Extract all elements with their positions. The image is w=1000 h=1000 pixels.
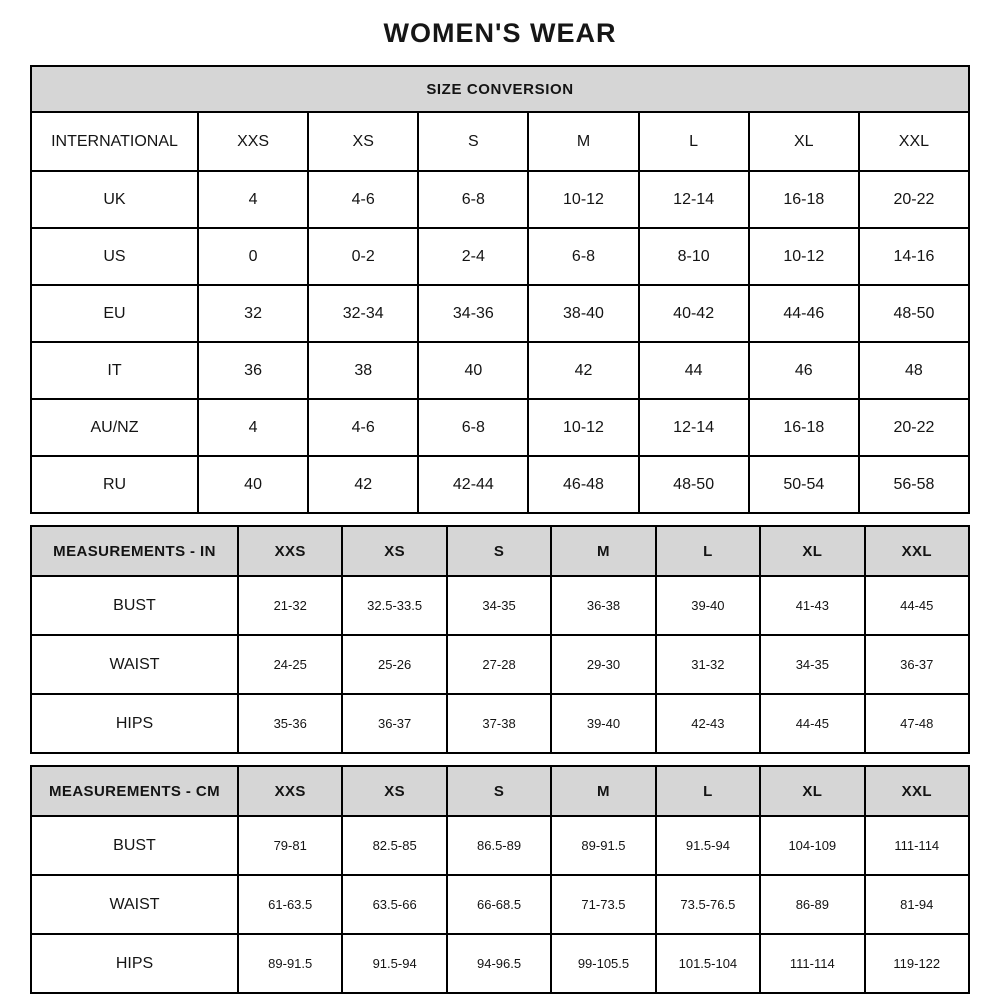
size-value: 42 bbox=[528, 342, 638, 399]
size-value: 111-114 bbox=[865, 816, 969, 875]
page-title: WOMEN'S WEAR bbox=[383, 18, 617, 48]
column-header: L bbox=[639, 112, 749, 171]
size-value: 4 bbox=[198, 171, 308, 228]
size-value: 35-36 bbox=[238, 694, 342, 753]
size-value: 61-63.5 bbox=[238, 875, 342, 934]
row-label: WAIST bbox=[31, 875, 238, 934]
column-header: M bbox=[528, 112, 638, 171]
size-value: 89-91.5 bbox=[551, 816, 655, 875]
column-header: L bbox=[656, 526, 760, 576]
size-value: 16-18 bbox=[749, 171, 859, 228]
size-value: 14-16 bbox=[859, 228, 969, 285]
size-value: 42-43 bbox=[656, 694, 760, 753]
size-value: 36-38 bbox=[551, 576, 655, 635]
size-value: 94-96.5 bbox=[447, 934, 551, 993]
size-value: 10-12 bbox=[528, 399, 638, 456]
size-value: 44 bbox=[639, 342, 749, 399]
size-value: 111-114 bbox=[760, 934, 864, 993]
header-row bbox=[31, 526, 969, 576]
size-value: 89-91.5 bbox=[238, 934, 342, 993]
column-header: XL bbox=[749, 112, 859, 171]
row-label: WAIST bbox=[31, 635, 238, 694]
row-label: BUST bbox=[31, 816, 238, 875]
table-row bbox=[31, 934, 969, 993]
size-value: 8-10 bbox=[639, 228, 749, 285]
table-row bbox=[31, 816, 969, 875]
column-header: XXL bbox=[859, 112, 969, 171]
size-value: 40 bbox=[198, 456, 308, 513]
size-value: 39-40 bbox=[656, 576, 760, 635]
size-value: 56-58 bbox=[859, 456, 969, 513]
size-value: 50-54 bbox=[749, 456, 859, 513]
size-value: 6-8 bbox=[418, 171, 528, 228]
size-value: 40-42 bbox=[639, 285, 749, 342]
size-value: 44-45 bbox=[760, 694, 864, 753]
size-value: 4 bbox=[198, 399, 308, 456]
size-value: 4-6 bbox=[308, 171, 418, 228]
size-value: 34-35 bbox=[447, 576, 551, 635]
size-value: 36 bbox=[198, 342, 308, 399]
size-value: 63.5-66 bbox=[342, 875, 446, 934]
size-value: 39-40 bbox=[551, 694, 655, 753]
size-value: 36-37 bbox=[865, 635, 969, 694]
size-value: 16-18 bbox=[749, 399, 859, 456]
size-value: 32.5-33.5 bbox=[342, 576, 446, 635]
row-label: EU bbox=[31, 285, 198, 342]
header-row bbox=[31, 112, 969, 171]
size-value: 21-32 bbox=[238, 576, 342, 635]
size-value: 34-35 bbox=[760, 635, 864, 694]
column-header: XL bbox=[760, 766, 864, 816]
size-value: 79-81 bbox=[238, 816, 342, 875]
table-row bbox=[31, 635, 969, 694]
table-row bbox=[31, 171, 969, 228]
size-value: 48-50 bbox=[639, 456, 749, 513]
size-value: 86.5-89 bbox=[447, 816, 551, 875]
size-value: 66-68.5 bbox=[447, 875, 551, 934]
table-row bbox=[31, 342, 969, 399]
column-header: XXS bbox=[238, 526, 342, 576]
column-header: XL bbox=[760, 526, 864, 576]
size-value: 91.5-94 bbox=[342, 934, 446, 993]
table-row bbox=[31, 576, 969, 635]
size-value: 0 bbox=[198, 228, 308, 285]
column-header: XS bbox=[342, 766, 446, 816]
size-value: 91.5-94 bbox=[656, 816, 760, 875]
measurements-in-table bbox=[30, 525, 970, 754]
size-value: 29-30 bbox=[551, 635, 655, 694]
size-value: 44-46 bbox=[749, 285, 859, 342]
row-label: UK bbox=[31, 171, 198, 228]
size-value: 27-28 bbox=[447, 635, 551, 694]
size-value: 6-8 bbox=[418, 399, 528, 456]
size-value: 46 bbox=[749, 342, 859, 399]
size-value: 24-25 bbox=[238, 635, 342, 694]
column-header: XXS bbox=[198, 112, 308, 171]
row-label: US bbox=[31, 228, 198, 285]
column-header: XS bbox=[308, 112, 418, 171]
column-header: S bbox=[447, 766, 551, 816]
size-value: 38 bbox=[308, 342, 418, 399]
size-value: 42-44 bbox=[418, 456, 528, 513]
size-value: 99-105.5 bbox=[551, 934, 655, 993]
size-value: 46-48 bbox=[528, 456, 638, 513]
table-row bbox=[31, 399, 969, 456]
column-header: XXL bbox=[865, 766, 969, 816]
column-header: MEASUREMENTS - IN bbox=[31, 526, 238, 576]
size-value: 40 bbox=[418, 342, 528, 399]
table-title: SIZE CONVERSION bbox=[31, 66, 969, 112]
size-value: 44-45 bbox=[865, 576, 969, 635]
size-value: 86-89 bbox=[760, 875, 864, 934]
size-value: 47-48 bbox=[865, 694, 969, 753]
size-value: 32 bbox=[198, 285, 308, 342]
column-header: INTERNATIONAL bbox=[31, 112, 198, 171]
size-value: 20-22 bbox=[859, 171, 969, 228]
table-row bbox=[31, 875, 969, 934]
size-value: 104-109 bbox=[760, 816, 864, 875]
column-header: L bbox=[656, 766, 760, 816]
size-value: 48 bbox=[859, 342, 969, 399]
size-value: 82.5-85 bbox=[342, 816, 446, 875]
column-header: S bbox=[418, 112, 528, 171]
size-value: 12-14 bbox=[639, 399, 749, 456]
size-value: 81-94 bbox=[865, 875, 969, 934]
size-value: 71-73.5 bbox=[551, 875, 655, 934]
table-row bbox=[31, 228, 969, 285]
row-label: AU/NZ bbox=[31, 399, 198, 456]
size-value: 36-37 bbox=[342, 694, 446, 753]
measurements-cm-table bbox=[30, 765, 970, 994]
size-value: 10-12 bbox=[749, 228, 859, 285]
row-label: HIPS bbox=[31, 694, 238, 753]
size-value: 37-38 bbox=[447, 694, 551, 753]
column-header: XS bbox=[342, 526, 446, 576]
column-header: XXL bbox=[865, 526, 969, 576]
size-value: 0-2 bbox=[308, 228, 418, 285]
table-row bbox=[31, 285, 969, 342]
row-label: BUST bbox=[31, 576, 238, 635]
table-caption-row bbox=[31, 66, 969, 112]
size-value: 101.5-104 bbox=[656, 934, 760, 993]
column-header: M bbox=[551, 526, 655, 576]
row-label: HIPS bbox=[31, 934, 238, 993]
column-header: MEASUREMENTS - CM bbox=[31, 766, 238, 816]
size-value: 73.5-76.5 bbox=[656, 875, 760, 934]
size-value: 25-26 bbox=[342, 635, 446, 694]
table-row bbox=[31, 456, 969, 513]
row-label: RU bbox=[31, 456, 198, 513]
size-value: 32-34 bbox=[308, 285, 418, 342]
size-value: 6-8 bbox=[528, 228, 638, 285]
size-value: 10-12 bbox=[528, 171, 638, 228]
column-header: S bbox=[447, 526, 551, 576]
size-value: 31-32 bbox=[656, 635, 760, 694]
size-value: 2-4 bbox=[418, 228, 528, 285]
size-value: 41-43 bbox=[760, 576, 864, 635]
size-value: 119-122 bbox=[865, 934, 969, 993]
size-value: 42 bbox=[308, 456, 418, 513]
size-value: 20-22 bbox=[859, 399, 969, 456]
size-value: 48-50 bbox=[859, 285, 969, 342]
size-value: 4-6 bbox=[308, 399, 418, 456]
header-row bbox=[31, 766, 969, 816]
table-row bbox=[31, 694, 969, 753]
size-value: 12-14 bbox=[639, 171, 749, 228]
column-header: M bbox=[551, 766, 655, 816]
size-conversion-table bbox=[30, 65, 970, 514]
column-header: XXS bbox=[238, 766, 342, 816]
size-value: 38-40 bbox=[528, 285, 638, 342]
size-value: 34-36 bbox=[418, 285, 528, 342]
row-label: IT bbox=[31, 342, 198, 399]
